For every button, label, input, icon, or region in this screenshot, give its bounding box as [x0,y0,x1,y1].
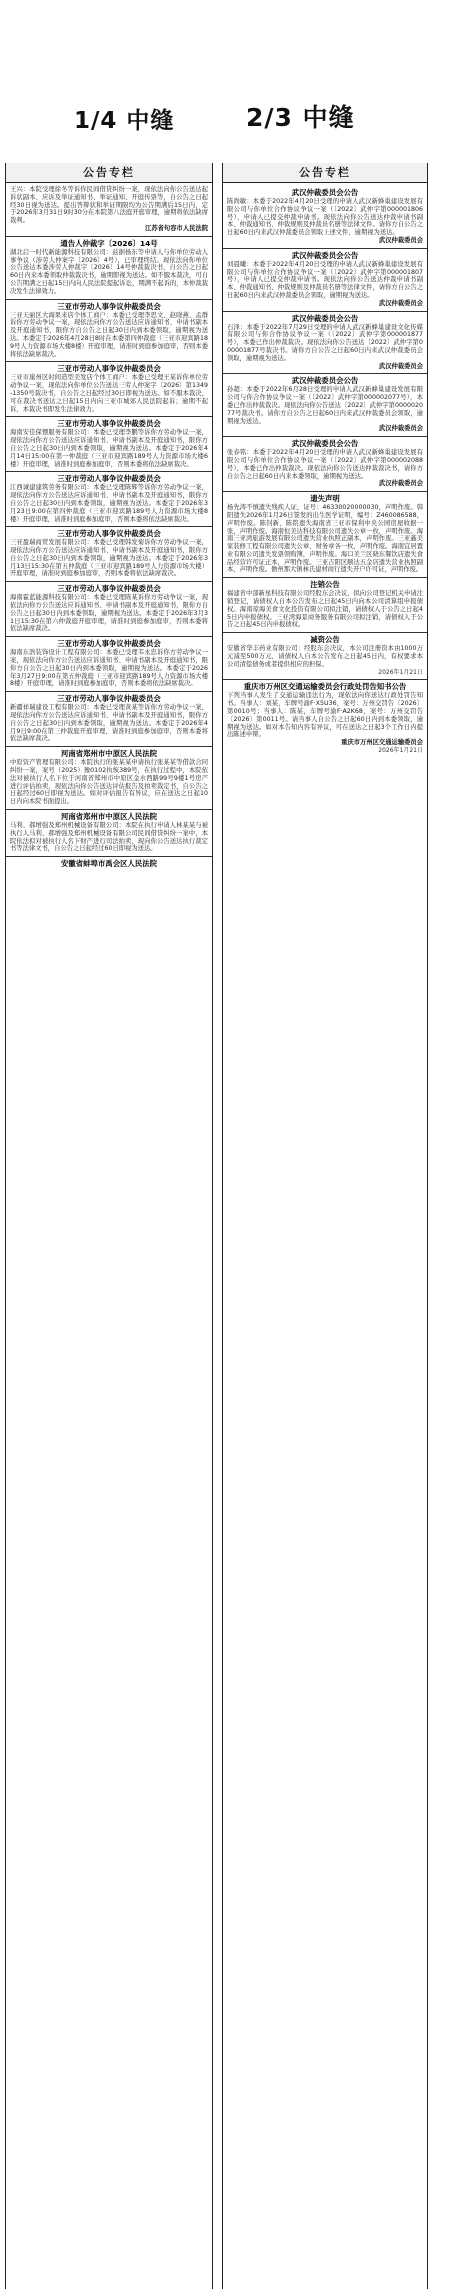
notice-divider [6,746,212,747]
right-announcement-column [222,163,428,2289]
notice-divider [223,679,427,680]
notice-divider [6,299,212,300]
notice-divider [223,248,427,249]
notice-signature: 武汉仲裁委员会 [378,236,423,244]
notice-heading: 三亚市劳动人事争议仲裁委员会 [57,474,161,484]
notice-heading: 河南省郑州市中原区人民法院 [60,749,158,759]
notice-divider [6,526,212,527]
notice-item [10,526,208,578]
notice-body: 下列当事人发生了交通运输违法行为，现依法向你送达行政处罚告知书。当事人：刘某，车牌号渝F·X5U36，案号：万州交罚告〔2026〕第0010号；当事人：陈某，车牌号渝F·A2K68，案号：万州交罚告〔2026〕第0011号。请当事人自公告之日起60日内到本委领取，逾期视为送达。如对本告知内容有异议，可在送达之日起3个工作日内提出陈述申辩。 [227,692,423,739]
notice-body: 湖北启一时代新能源科技有限公司：兹据杨东等申请人与你单位劳动人事争议（涉劳人仲案字〔2026〕4号），已审理终结。现依法向你单位公告送达本委涉劳人仲裁字〔2026〕14号仲裁裁决书，自公告之日起60日内来本委领取仲裁裁决书，逾期即视为送达。如不服本裁决，可自公告期满之日起15日内向人民法院提起诉讼，期满不起诉的，本仲裁裁决发生法律效力。 [10,248,208,295]
notice-body: 王兴：本院受理徐冬等诉你民间借贷纠纷一案，现依法向你公告送达起诉状副本、应诉及举证通知书、举证通知、开庭传票等，自公告之日起经30日视为送达。提出答辩状和举证期限均为公告期满后15日内，定于2026年3月31日9时30分在本院第八法庭开庭审理，逾期将依法缺席裁判。 [10,186,208,225]
notice-heading: 减资公告 [310,635,340,645]
notice-item [227,491,423,574]
notice-divider [223,491,427,492]
notice-item [10,299,208,359]
notice-body: 江西诚建建筑劳务有限公司：本委已受理陈辉等诉你方劳动争议一案，现依法向你方公告送达应诉通知书、申请书副本及开庭通知书，限你方自公告之日起30日内到本委领取，逾期视为送达。本委定于2026年3月23日9:00在第四仲裁庭（三亚市迎宾路189号人力资源市场大楼8楼）开庭审理，请准时到庭参加庭审，否则本委将依法缺席裁决。 [10,484,208,523]
right-column-title: 公告专栏 [223,163,427,183]
notice-item [227,436,423,488]
notice-item [227,679,423,754]
notice-divider [223,311,427,312]
page-header [0,0,450,163]
notice-item [10,856,208,868]
notice-item [10,186,208,233]
notice-body: 海南霍蓝能源科技有限公司：本委已受理陈某诉你方劳动争议一案，现依法向你方公告送达应诉通知书、申请书副本及开庭通知书，限你方自公告之日起30日内到本委领取，逾期视为送达。本委定于2026年3月31日15:30在第六仲裁庭开庭审理，请准时到庭参加庭审，否则本委将依法缺席裁决。 [10,594,208,633]
notice-body: 福建省中部新星科技有限公司经股东会决议，拟向公司登记机关申请注销登记，请债权人自本公告发布之日起45日内向本公司清算组申报债权。海南琼海美食文化投资有限公司拟注销，请债权人于公告之日起45日内申报债权。三亚湾海景商务服务有限公司拟注销，请债权人于公告之日起45日内申报债权。 [227,590,423,629]
notice-item [10,746,208,806]
notice-item [10,361,208,413]
notice-divider [6,581,212,582]
notice-divider [6,236,212,237]
left-column-body [6,183,212,868]
notice-divider [223,436,427,437]
notice-item [227,632,423,676]
notice-divider [6,636,212,637]
notice-heading: 三亚市劳动人事争议仲裁委员会 [57,639,161,649]
left-column-title: 公告专栏 [6,163,212,183]
right-column-body [223,183,427,755]
notice-body: 陈尚敏：本委于2022年4月20日受理的申请人武汉新蜂巢建设发展有限公司与你单位合作协议争议一案（〔2022〕武仲字第000001806号），申请人已提交仲裁申请书。现依法向你公告送达仲裁申请书副本、仲裁通知书、仲裁规则及仲裁员名册等法律文件。请你方自公告之日起60日内来武汉仲裁委员会领取上述文件，逾期视为送达。 [227,198,423,237]
notice-body: 孙超：本委于2022年6月28日受理的申请人武汉新蜂巢建设发展有限公司与你合作协议争议一案（〔2022〕武仲字第000002077号），本委已作出仲裁裁决。现依法向你公告送达〔2022〕武仲字第000002077号裁决书。请你方自公告之日起60日内来武汉仲裁委员会领取，逾期视为送达。 [227,386,423,425]
notice-item [10,636,208,688]
left-gutter-label: 1/4 中缝 [74,108,175,134]
notice-heading: 遗失声明 [310,494,340,504]
notice-heading: 通告人仲裁字〔2026〕14号 [60,238,158,248]
notice-date: 2026年1月21日 [378,668,423,676]
notice-divider [6,809,212,810]
notice-item [10,581,208,633]
notice-signature: 江苏省句容市人民法院 [145,224,208,232]
notice-body: 海南安佳保镖服务有限公司：本委已受理李鹏等诉你方劳动争议一案，现依法向你方公告送达应诉通知书、申请书副本及开庭通知书，限你方自公告之日起30日内到本委领取，逾期视为送达。本委定于2026年4月14日15:00在第一仲裁庭（三亚市迎宾路189号人力资源市场大楼6楼）开庭审理，请准时到庭参加庭审，否则本委将依法缺席裁决。 [10,429,208,468]
notice-item [227,188,423,245]
notice-date: 2026年1月21日 [378,747,423,755]
notice-divider [6,416,212,417]
notice-heading: 武汉仲裁委员会公告 [291,439,359,449]
notice-divider [6,361,212,362]
notice-signature: 武汉仲裁委员会 [378,299,423,307]
notice-body: 刘晨曦：本委于2022年4月20日受理的申请人武汉新蜂巢建设发展有限公司与你单位合作协议争议一案（〔2022〕武仲字第000001807号），申请人已提交仲裁申请书。现依法向你公告送达仲裁申请书副本、仲裁通知书、仲裁规则及仲裁员名册等法律文件，请你方自公告之日起60日内来武汉仲裁委员会领取，逾期视为送达。 [227,260,423,299]
notice-heading: 安徽省蚌埠市禹会区人民法院 [60,859,158,869]
notice-heading: 重庆市万州区交通运输委员会行政处罚告知书公告 [243,682,407,692]
notice-heading: 三亚市劳动人事争议仲裁委员会 [57,529,161,539]
notice-signature: 武汉仲裁委员会 [378,425,423,433]
notice-body: 三亚盈瑞商贸发展有限公司：本委已受理韩发菊诉你方劳动争议一案，现依法向你方公告送达应诉通知书、申请书副本及开庭通知书，限你方自公告之日起30日内到本委领取，逾期视为送达。本委定于2026年3月13日15:30在第五仲裁庭（三亚市迎宾路189号人力资源市场大楼）开庭审理，请准时到庭参加庭审，否则本委将依法缺席裁决。 [10,539,208,578]
notice-body: 中原资产管理有限公司：本院执行的张某某申请执行张某某等借款合同纠纷一案，案号（2025）豫0102执恢389号，在执行过程中，本院依法对被执行人名下位于河南省郑州市中原区金水西路99号9楼1号房产进行评估拍卖，现依法向你公告送达评估报告及拍卖裁定书，自公告之日起经过60日即视为送达。如对评估报告有异议，应在送达之日起10日内向本院书面提出。 [10,759,208,806]
notice-body: 马利、郝增强及郑州机械设备有限公司：本院在执行申请人林某某与被执行人马利、郝增强及郑州机械设备有限公司民间借贷纠纷一案中，本院依法拟对被执行人名下财产进行司法拍卖，现向你公告送达执行裁定书等法律文书，自公告之日起经过60日即视为送达。 [10,822,208,853]
notice-heading: 河南省郑州市中原区人民法院 [60,812,158,822]
notice-item [227,577,423,629]
notice-divider [223,632,427,633]
notice-body: 安徽省华丰药业有限公司：经股东会决议，本公司注册资本由1000万元减至500万元，请债权人自本公告发布之日起45日内，有权要求本公司清偿债务或者提供相应的担保。 [227,645,423,668]
right-gutter-label: 2/3 中缝 [246,103,355,132]
notice-item [10,809,208,853]
notice-heading: 三亚市劳动人事争议仲裁委员会 [57,584,161,594]
notice-signature: 重庆市万州区交通运输委员会 [341,739,423,747]
left-announcement-column [5,163,213,2289]
notice-body: 三亚市崖州区时间造型美发店个体工商户：本委已受理王某诉你单位劳动争议一案，现依法向你单位公告送达三劳人仲案字〔2026〕第1349-1350号裁决书，自公告之日起经过30日即视为送达。如不服本裁决，可在裁决书送达之日起15日内向三亚市城郊人民法院起诉；逾期不起诉，本裁决书即发生法律效力。 [10,374,208,413]
notice-divider [223,577,427,578]
notice-heading: 三亚市劳动人事争议仲裁委员会 [57,301,161,311]
notice-body: 新疆祥瑞建设工程有限公司：本委已受理黄某等诉你方劳动争议一案，现依法向你方公告送达应诉通知书、申请书副本及开庭通知书，限你方自公告之日起30日内到本委领取，逾期视为送达。本委定于2026年4月9日9:00在第三仲裁庭开庭审理，请准时到庭参加庭审，否则本委将依法缺席裁决。 [10,704,208,743]
notice-divider [6,471,212,472]
notice-item [10,471,208,523]
notice-heading: 武汉仲裁委员会公告 [291,313,359,323]
notice-divider [223,373,427,374]
notice-heading: 三亚市劳动人事争议仲裁委员会 [57,419,161,429]
notice-divider [6,856,212,857]
notice-body: 杨先涛不慎遗失残疾人证，证号：46330020000030，声明作废。韩阳遗失2026年1月26日签发的出生医学证明，编号：Z460086588，声明作废。陈钊新、陈铭遗失海南省三亚市保利中央公园房屋收据一张，声明作废。海南恒美达科技有限公司遗失公章一枚，声明作废。海南三亚湾旅游发展有限公司遗失营业执照正副本，声明作废。三亚鑫美家装修工程有限公司遗失公章、财务章各一枚，声明作废。海南宜居置业有限公司遗失发票领购簿，声明作废。海口美兰区晓东餐饮店遗失食品经营许可证正本，声明作废。三亚吉阳区顺达五金店遗失营业执照副本，声明作废。儋州那大镇林氏建材商行遗失开户许可证，声明作废。 [227,504,423,574]
notice-body: 张春铭：本委于2022年4月20日受理的申请人武汉新蜂巢建设发展有限公司与你单位合作协议争议一案（〔2022〕武仲字第000002088号），本委已作出仲裁裁决。现依法向你公告送达仲裁裁决书，请你方自公告之日起60日内来本委领取，逾期视为送达。 [227,449,423,480]
notice-signature: 武汉仲裁委员会 [378,362,423,370]
notice-item [10,416,208,468]
notice-heading: 武汉仲裁委员会公告 [291,376,359,386]
notice-item [10,691,208,743]
notice-heading: 三亚市劳动人事争议仲裁委员会 [57,694,161,704]
notice-signature: 武汉仲裁委员会 [378,480,423,488]
notice-heading: 注销公告 [310,580,340,590]
notice-heading: 武汉仲裁委员会公告 [291,188,359,197]
notice-item [227,311,423,371]
notice-divider [6,691,212,692]
notice-heading: 武汉仲裁委员会公告 [291,250,359,260]
notice-body: 海南东浩装饰设计工程有限公司：本委已受理韦永忠诉你方劳动争议一案，现依法向你方公告送达应诉通知书、申请书副本及开庭通知书，限你方自公告之日起30日内到本委领取，逾期视为送达。本委定于2026年3月27日9:00在第五仲裁庭（三亚市迎宾路189号人力资源市场大楼8楼）开庭审理，请准时到庭参加庭审，否则本委将依法缺席裁决。 [10,649,208,688]
notice-item [227,373,423,433]
notice-body: 三亚天丽区大海果来店个体工商户：本委已受理李思文、赵晓燕、孟群诉你方劳动争议一案，现依法向你方公告送达应诉通知书、申请书副本及开庭通知书，限你方自公告之日起30日内到本委领取，逾期视为送达。本委定于2026年4月28日8时在本委第四仲裁庭（三亚市迎宾路189号人力资源市场大楼8楼）开庭审理，请准时到庭参加庭审，否则本委将依法缺席裁决。 [10,311,208,358]
notice-item [10,236,208,296]
notice-heading: 三亚市劳动人事争议仲裁委员会 [57,364,161,374]
notice-body: 石泽：本委于2022年7月29日受理的申请人武汉新蜂巢建设文化传媒有限公司与你合作协议争议一案（〔2022〕武仲字第000001877号），本委已作出仲裁裁决。现依法向你公告送达〔2022〕武仲字第000001877号裁决书。请你方自公告之日起60日内来武汉仲裁委员会领取，逾期视为送达。 [227,323,423,362]
notice-item [227,248,423,308]
